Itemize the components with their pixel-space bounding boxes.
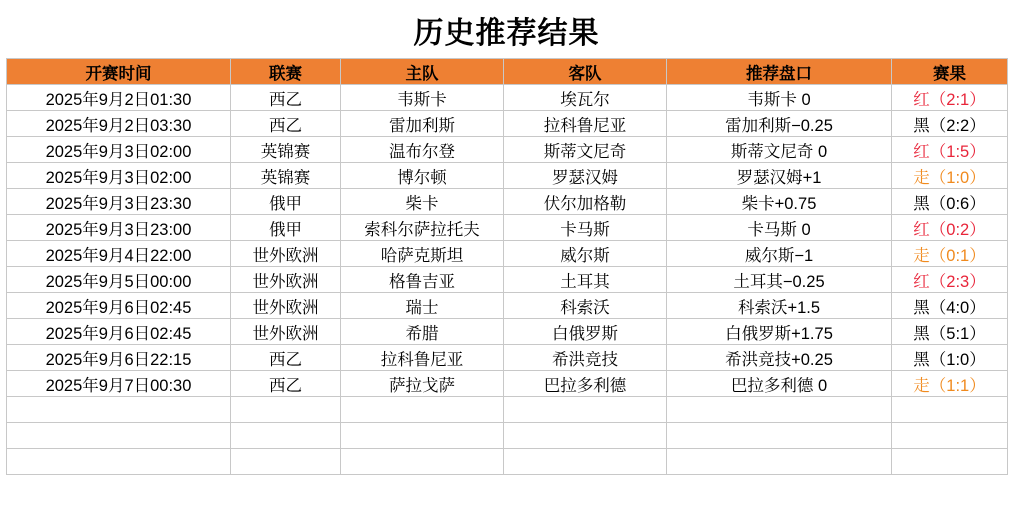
- cell-pick: 白俄罗斯+1.75: [667, 319, 892, 345]
- result-score: （1:0）: [929, 350, 986, 369]
- empty-cell: [7, 423, 231, 449]
- history-results-table: [6, 58, 1008, 475]
- cell-home-team: 索科尔萨拉托夫: [341, 215, 504, 241]
- cell-home-team: 哈萨克斯坦: [341, 241, 504, 267]
- column-header-time: 开赛时间: [7, 59, 231, 85]
- empty-cell: [231, 423, 341, 449]
- cell-away-team: 拉科鲁尼亚: [504, 111, 667, 137]
- empty-cell: [667, 397, 892, 423]
- result-score: （2:1）: [929, 90, 986, 109]
- cell-result: [892, 371, 1008, 397]
- cell-result: [892, 163, 1008, 189]
- table-row: [7, 371, 1008, 397]
- cell-time: 2025年9月2日03:30: [7, 111, 231, 137]
- cell-away-team: 巴拉多利德: [504, 371, 667, 397]
- cell-league: 世外欧洲: [231, 241, 341, 267]
- result-score: （0:2）: [929, 220, 986, 239]
- cell-league: 俄甲: [231, 215, 341, 241]
- table-row: [7, 137, 1008, 163]
- empty-cell: [667, 423, 892, 449]
- cell-result: [892, 241, 1008, 267]
- empty-cell: [231, 397, 341, 423]
- table-row: [7, 241, 1008, 267]
- cell-away-team: 白俄罗斯: [504, 319, 667, 345]
- cell-result: [892, 137, 1008, 163]
- cell-home-team: 温布尔登: [341, 137, 504, 163]
- empty-cell: [7, 449, 231, 475]
- empty-cell: [667, 449, 892, 475]
- cell-away-team: 卡马斯: [504, 215, 667, 241]
- cell-time: 2025年9月5日00:00: [7, 267, 231, 293]
- empty-cell: [892, 397, 1008, 423]
- table-row: [7, 85, 1008, 111]
- empty-cell: [892, 423, 1008, 449]
- cell-result: [892, 85, 1008, 111]
- cell-time: 2025年9月2日01:30: [7, 85, 231, 111]
- empty-cell: [231, 449, 341, 475]
- table-row: [7, 189, 1008, 215]
- cell-league: 世外欧洲: [231, 319, 341, 345]
- cell-away-team: 希洪竞技: [504, 345, 667, 371]
- empty-cell: [341, 423, 504, 449]
- cell-away-team: 土耳其: [504, 267, 667, 293]
- table-row: [7, 163, 1008, 189]
- cell-league: 西乙: [231, 85, 341, 111]
- result-badge: 走: [913, 246, 930, 265]
- cell-pick: 雷加利斯−0.25: [667, 111, 892, 137]
- cell-pick: 韦斯卡 0: [667, 85, 892, 111]
- cell-home-team: 博尔顿: [341, 163, 504, 189]
- column-header-league: 联赛: [231, 59, 341, 85]
- empty-cell: [892, 449, 1008, 475]
- cell-pick: 土耳其−0.25: [667, 267, 892, 293]
- table-header: [7, 59, 1008, 85]
- result-score: （5:1）: [929, 324, 986, 343]
- result-score: （0:1）: [929, 246, 986, 265]
- result-badge: 黑: [913, 324, 930, 343]
- cell-time: 2025年9月3日02:00: [7, 163, 231, 189]
- result-score: （1:5）: [929, 142, 986, 161]
- cell-home-team: 瑞士: [341, 293, 504, 319]
- empty-row: [7, 397, 1008, 423]
- result-score: （4:0）: [929, 298, 986, 317]
- cell-league: 西乙: [231, 345, 341, 371]
- cell-pick: 巴拉多利德 0: [667, 371, 892, 397]
- cell-pick: 罗瑟汉姆+1: [667, 163, 892, 189]
- cell-away-team: 威尔斯: [504, 241, 667, 267]
- result-badge: 黑: [913, 116, 930, 135]
- cell-time: 2025年9月6日02:45: [7, 319, 231, 345]
- table-row: [7, 111, 1008, 137]
- cell-league: 英锦赛: [231, 137, 341, 163]
- result-badge: 黑: [913, 298, 930, 317]
- result-badge: 红: [913, 90, 930, 109]
- cell-time: 2025年9月3日23:30: [7, 189, 231, 215]
- cell-result: [892, 293, 1008, 319]
- cell-home-team: 柴卡: [341, 189, 504, 215]
- table-body: [7, 85, 1008, 475]
- cell-home-team: 格鲁吉亚: [341, 267, 504, 293]
- cell-away-team: 伏尔加格勒: [504, 189, 667, 215]
- cell-away-team: 科索沃: [504, 293, 667, 319]
- empty-row: [7, 423, 1008, 449]
- cell-away-team: 斯蒂文尼奇: [504, 137, 667, 163]
- cell-result: [892, 345, 1008, 371]
- cell-home-team: 韦斯卡: [341, 85, 504, 111]
- table-row: [7, 345, 1008, 371]
- cell-time: 2025年9月3日02:00: [7, 137, 231, 163]
- cell-home-team: 雷加利斯: [341, 111, 504, 137]
- cell-league: 西乙: [231, 111, 341, 137]
- result-score: （1:0）: [929, 168, 986, 187]
- cell-home-team: 萨拉戈萨: [341, 371, 504, 397]
- result-badge: 走: [913, 168, 930, 187]
- result-score: （2:3）: [929, 272, 986, 291]
- result-score: （1:1）: [929, 376, 986, 395]
- empty-cell: [504, 423, 667, 449]
- result-badge: 黑: [913, 194, 930, 213]
- header-row: [7, 59, 1008, 85]
- empty-cell: [341, 397, 504, 423]
- cell-pick: 卡马斯 0: [667, 215, 892, 241]
- cell-league: 英锦赛: [231, 163, 341, 189]
- cell-league: 世外欧洲: [231, 293, 341, 319]
- cell-result: [892, 267, 1008, 293]
- cell-pick: 希洪竞技+0.25: [667, 345, 892, 371]
- result-badge: 走: [913, 376, 930, 395]
- cell-pick: 斯蒂文尼奇 0: [667, 137, 892, 163]
- cell-result: [892, 189, 1008, 215]
- cell-time: 2025年9月6日22:15: [7, 345, 231, 371]
- result-badge: 红: [913, 142, 930, 161]
- result-score: （0:6）: [929, 194, 986, 213]
- result-badge: 红: [913, 220, 930, 239]
- cell-pick: 科索沃+1.5: [667, 293, 892, 319]
- cell-pick: 柴卡+0.75: [667, 189, 892, 215]
- cell-home-team: 希腊: [341, 319, 504, 345]
- cell-league: 俄甲: [231, 189, 341, 215]
- cell-league: 世外欧洲: [231, 267, 341, 293]
- table-row: [7, 293, 1008, 319]
- page-title: 历史推荐结果: [413, 17, 600, 50]
- empty-row: [7, 449, 1008, 475]
- column-header-home: 主队: [341, 59, 504, 85]
- cell-league: 西乙: [231, 371, 341, 397]
- cell-time: 2025年9月4日22:00: [7, 241, 231, 267]
- column-header-result: 赛果: [892, 59, 1008, 85]
- empty-cell: [341, 449, 504, 475]
- result-score: （2:2）: [929, 116, 986, 135]
- empty-cell: [504, 449, 667, 475]
- cell-time: 2025年9月6日02:45: [7, 293, 231, 319]
- cell-pick: 威尔斯−1: [667, 241, 892, 267]
- cell-away-team: 埃瓦尔: [504, 85, 667, 111]
- cell-time: 2025年9月7日00:30: [7, 371, 231, 397]
- cell-away-team: 罗瑟汉姆: [504, 163, 667, 189]
- empty-cell: [7, 397, 231, 423]
- table-row: [7, 215, 1008, 241]
- result-badge: 黑: [913, 350, 930, 369]
- cell-home-team: 拉科鲁尼亚: [341, 345, 504, 371]
- cell-result: [892, 111, 1008, 137]
- column-header-away: 客队: [504, 59, 667, 85]
- cell-time: 2025年9月3日23:00: [7, 215, 231, 241]
- table-row: [7, 319, 1008, 345]
- column-header-pick: 推荐盘口: [667, 59, 892, 85]
- cell-result: [892, 215, 1008, 241]
- result-badge: 红: [913, 272, 930, 291]
- table-row: [7, 267, 1008, 293]
- empty-cell: [504, 397, 667, 423]
- cell-result: [892, 319, 1008, 345]
